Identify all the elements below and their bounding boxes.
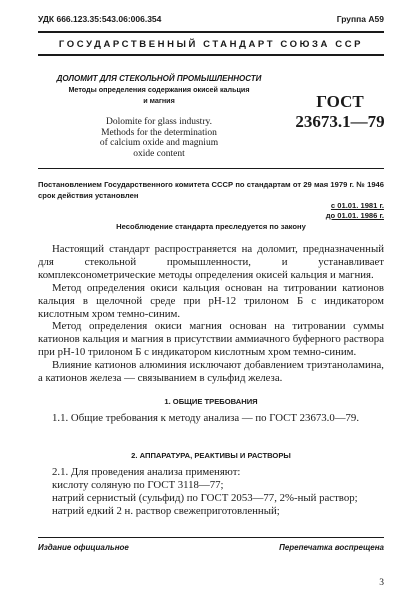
english-title-line-4: oxide content bbox=[133, 148, 185, 159]
english-title-line-3: of calcium oxide and magnium bbox=[99, 138, 219, 148]
validity-to: до 01.01. 1986 г. bbox=[325, 211, 384, 220]
english-title bbox=[38, 117, 280, 159]
header-rule-bottom bbox=[38, 54, 384, 56]
paragraph-magnesium-method: Метод определения окиси магния основан на титровании суммы катионов кальция и магния в присутствии аммиачного буферного раствора при pH-10 трилоном Б с индикатором кислотным хром темно-синим. bbox=[38, 320, 384, 359]
document-title bbox=[38, 73, 280, 106]
title-main: ДОЛОМИТ ДЛЯ СТЕКОЛЬНОЙ ПРОМЫШЛЕННОСТИ bbox=[56, 74, 262, 83]
paragraph-interference: Влияние катионов алюминия исключают добавлением триэтаноламина, а катионов железа — связыванием в сульфид железа. bbox=[38, 359, 384, 385]
section-1-heading: 1. ОБЩИЕ ТРЕБОВАНИЯ bbox=[164, 397, 258, 406]
law-note: Несоблюдение стандарта преследуется по закону bbox=[116, 222, 306, 231]
official-edition: Издание официальное bbox=[38, 543, 129, 552]
gost-number: 23673.1—79 bbox=[295, 112, 385, 131]
title-rule bbox=[38, 168, 384, 169]
title-sub-1: Методы определения содержания окисей кальция bbox=[68, 85, 250, 94]
reprint-prohibited: Перепечатка воспрещена bbox=[279, 543, 384, 552]
introduction bbox=[38, 243, 384, 385]
section-2-body bbox=[38, 466, 384, 518]
decree-text: Постановлением Государственного комитета СССР по стандартам от 29 мая 1979 г. № 1946 срок действия установлен bbox=[38, 180, 384, 200]
header-rule-top bbox=[38, 31, 384, 33]
validity-from: с 01.01. 1981 г. bbox=[330, 201, 384, 210]
gost-label: ГОСТ bbox=[316, 92, 364, 111]
group-code: Группа А59 bbox=[336, 14, 384, 24]
standard-name: ГОСУДАРСТВЕННЫЙ СТАНДАРТ СОЮЗА ССР bbox=[58, 39, 364, 50]
validity-dates bbox=[326, 201, 384, 221]
gost-designation bbox=[290, 92, 390, 132]
clause-2-1: 2.1. Для проведения анализа применяют: bbox=[52, 466, 241, 478]
english-title-line-2: Methods for the determination bbox=[101, 127, 217, 138]
english-title-line-1: Dolomite for glass industry. bbox=[106, 117, 212, 127]
page-number: 3 bbox=[379, 578, 384, 588]
section-1-body bbox=[38, 412, 384, 425]
paragraph-scope: Настоящий стандарт распространяется на доломит, предназначенный для стекольной промышленности, и устанавливает комплексонометрические методы определения окисей кальция и магния. bbox=[38, 243, 384, 281]
reagent-sodium-hydroxide: натрий едкий 2 н. раствор свежеприготовленный; bbox=[52, 504, 280, 517]
udk-code: УДК 666.123.35:543.06:006.354 bbox=[38, 14, 162, 24]
paragraph-calcium-method: Метод определения окиси кальция основан на титровании катионов кальция в щелочной среде при pH-12 трилоном Б с индикатором кислотным хром темно-синим. bbox=[38, 281, 384, 320]
footer-rule bbox=[38, 537, 384, 538]
section-2-heading: 2. АППАРАТУРА, РЕАКТИВЫ И РАСТВОРЫ bbox=[131, 451, 291, 460]
title-sub-2: и магния bbox=[143, 96, 175, 105]
reagent-hydrochloric-acid: кислоту соляную по ГОСТ 3118—77; bbox=[52, 478, 224, 491]
clause-1-1: 1.1. Общие требования к методу анализа — по ГОСТ 23673.0—79. bbox=[52, 412, 360, 424]
reagent-sodium-sulfide: натрий сернистый (сульфид) по ГОСТ 2053—77, 2%-ный раствор; bbox=[52, 491, 358, 504]
